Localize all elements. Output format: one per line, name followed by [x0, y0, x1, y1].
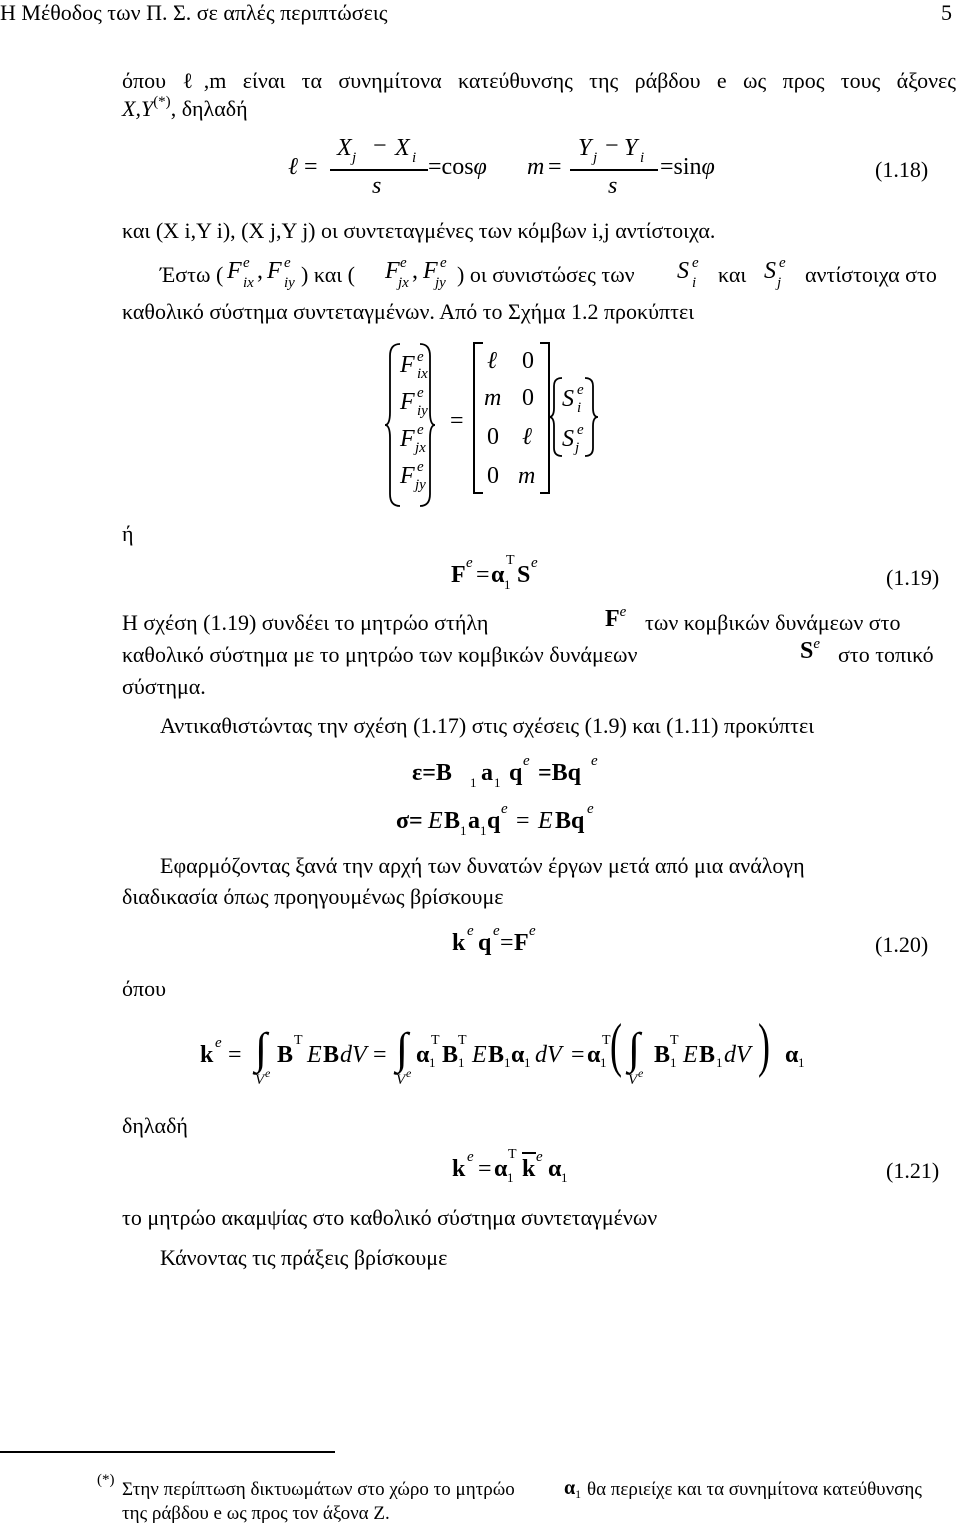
text-fragment: στο τοπικό: [838, 642, 934, 667]
text-fragment: Η σχέση (1.19) συνδέει το μητρώο στήλη: [122, 610, 489, 635]
left-square-bracket: [473, 342, 483, 494]
text-line: Κάνοντας τις πράξεις βρίσκουμε: [160, 1245, 448, 1270]
page-number: 5: [941, 0, 952, 25]
footnote-marker: (*): [97, 1472, 115, 1488]
text-fragment: των κομβικών δυνάμεων στο: [645, 610, 901, 635]
document-page: Η Μέθοδος των Π. Σ. σε απλές περιπτώσεις 5 όπου ℓ,m είναι τα συνημίτονα κατεύθυνσης της ράβδου e ως προς τους άξονες X,Y(*), δηλαδή ℓ = X j − X i s =cosφ m = Y j − Y i s =sinφ (1.18) και (X i,Y i), (X j,Y j) οι συντεταγμένες των κόμβων i,j αντίστοιχα. Έστω ( F e ix , F e iy F e jx , F e jy S e i S e j ) και ( ) οι συνιστώσες των και αντίστοιχα στο καθολικό σύστημα συντεταγμένων. Από το Σχήμα 1.2 προκύπτει F e ix F e iy F e jx F e jy = ℓ 0 m 0 0 ℓ 0 m S e i S e j ή F e = α 1 T S e (1.19) Η σχέση (1.19) συνδέει το μητρώο στήλη $F^e$ των κομβικών δυνάμεων στο καθολικό σύστημα με το μητρώο των κομβικών δυνάμεων $S^e$ στο τοπικό σύστημα. Αντικαθιστώντας την σχέση (1.17) στις σχέσεις (1.9) και (1.11) προκύπτει ε=B 1 a 1 q e =Bq e σ= E B 1 a 1 q e = E Bq e Εφαρμόζοντας ξανά την αρχή των δυνατών έργων μετά από μια ανάλογη διαδικασία όπως προηγουμένως βρίσκουμε k e q e = F e (1.20) όπου k e = ∫ V e B T E B dV = ∫ V e α 1 T B 1 T E B 1 α 1 dV = α 1 T ( ∫ V e B 1 T E B 1 dV ) α 1 δηλαδή k e = α 1 T k e α 1 (1.21) το μητρώο ακαμψίας στο καθολικό σύστημα συντεταγμένων Κάνοντας τις πράξεις βρίσκουμε (*) Στην περίπτωση δικτυωμάτων στο χώρο το μητρώο $\alpha_1$ θα περιείχε και τα συνημίτονα κατεύθυνσης της ράβδου e ως προς τον άξονα Z.: [0, 0, 956, 1524]
overline: [522, 1152, 536, 1154]
text-line: Εφαρμόζοντας ξανά την αρχή των δυνατών έργων μετά από μια ανάλογη: [160, 853, 805, 878]
paragraph-direction-cosines: [122, 68, 956, 94]
vector-F-e: $F^e$: [605, 604, 627, 632]
text-line: σύστημα.: [122, 674, 206, 699]
text-fragment: καθολικό σύστημα με το μητρώο των κομβικών δυνάμεων: [122, 642, 638, 667]
footnote-alpha: $\alpha_1$: [564, 1477, 582, 1501]
text-fragment: Έστω (: [160, 262, 224, 287]
text-thatis: δηλαδή: [122, 1113, 188, 1138]
axes-label: X,Y: [122, 96, 154, 121]
text-fragment: και: [718, 262, 747, 287]
text-fragment: , δηλαδή: [170, 96, 248, 121]
equation-number: (1.21): [886, 1158, 940, 1183]
text-fragment: ) οι συνιστώσες των: [457, 262, 635, 287]
footnote-ref: (*): [153, 94, 171, 110]
text-line: το μητρώο ακαμψίας στο καθολικό σύστημα συντεταγμένων: [122, 1205, 658, 1230]
vector-S-e: $S^e$: [800, 636, 821, 664]
text-line: καθολικό σύστημα συντεταγμένων. Από το Σχήμα 1.2 προκύπτει: [122, 299, 695, 324]
equation-number: (1.20): [875, 932, 929, 957]
text-fragment: αντίστοιχα στο: [805, 262, 937, 287]
text-line: [122, 96, 248, 125]
footnote-text: της ράβδου e ως προς τον άξονα Z.: [122, 1503, 390, 1524]
text-or: ή: [122, 521, 134, 546]
text-line: διαδικασία όπως προηγουμένως βρίσκουμε: [122, 884, 504, 909]
text-line-node-coordinates: και (X i,Y i), (X j,Y j) οι συντεταγμένες των κόμβων i,j αντίστοιχα.: [122, 218, 716, 243]
equation-number: (1.19): [886, 565, 940, 590]
text-where: όπου: [122, 976, 166, 1001]
text-fragment: ) και (: [301, 262, 355, 287]
footnote-separator: [0, 1451, 335, 1453]
text-line: όπου ℓ,m είναι τα συνημίτονα κατεύθυνσης της ράβδου e ως προς τους άξονες: [122, 68, 956, 93]
running-header-title: Η Μέθοδος των Π. Σ. σε απλές περιπτώσεις: [0, 0, 388, 25]
footnote-text: θα περιείχε και τα συνημίτονα κατεύθυνσης: [587, 1479, 922, 1500]
footnote-text: Στην περίπτωση δικτυωμάτων στο χώρο το μητρώο: [122, 1479, 515, 1500]
text-line: Αντικαθιστώντας την σχέση (1.17) στις σχέσεις (1.9) και (1.11) προκύπτει: [160, 713, 815, 738]
right-curly-brace: [583, 376, 599, 458]
equation-number: (1.18): [875, 157, 929, 182]
